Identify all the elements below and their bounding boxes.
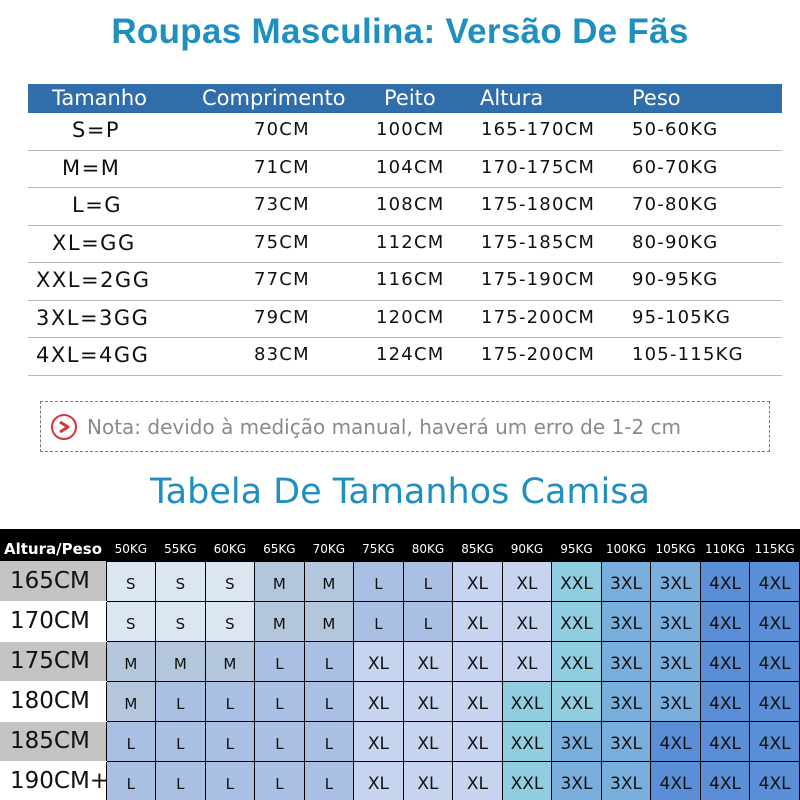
cell-weight: 70-80KG [632,194,719,215]
grid-size-cell: L [205,761,255,800]
grid-size-cell: L [205,721,255,761]
cell-height: 175-180CM [481,194,596,215]
grid-row [0,681,800,721]
cell-weight: 50-60KG [632,119,719,140]
grid-size-cell: M [156,641,206,681]
grid-size-cell: L [354,561,404,601]
grid-weight-header: 65KG [255,529,305,561]
grid-size-cell: 3XL [601,561,651,601]
note-text: Nota: devido à medição manual, haverá um erro de 1-2 cm [87,415,682,439]
grid-size-cell: 3XL [651,641,701,681]
grid-size-cell: 4XL [700,601,750,641]
cell-length: 73CM [254,194,310,215]
size-row [28,226,782,264]
grid-size-cell: L [255,681,305,721]
cell-size: M=M [62,155,121,180]
grid-size-cell: L [304,681,354,721]
grid-size-cell: XL [453,721,503,761]
size-row [28,301,782,339]
grid-size-cell: S [205,601,255,641]
grid-size-cell: 4XL [700,761,750,800]
cell-height: 175-200CM [481,344,596,365]
grid-size-cell: 3XL [651,561,701,601]
grid-size-cell: 4XL [750,721,800,761]
cell-height: 170-175CM [481,156,596,178]
grid-size-cell: XL [403,681,453,721]
grid-weight-header: 110KG [700,529,750,561]
grid-size-cell: 3XL [601,681,651,721]
grid-size-cell: 4XL [700,681,750,721]
grid-size-cell: L [403,601,453,641]
shirt-size-title: Tabela De Tamanhos Camisa [150,472,650,512]
cell-chest: 104CM [376,156,445,178]
grid-size-cell: XL [453,641,503,681]
grid-size-cell: L [354,601,404,641]
cell-length: 83CM [254,344,310,365]
grid-weight-header: 70KG [304,529,354,561]
grid-size-cell: L [205,681,255,721]
grid-size-cell: S [106,561,156,601]
cell-height: 175-190CM [481,269,596,290]
cell-chest: 100CM [376,119,445,140]
grid-size-cell: 4XL [750,641,800,681]
grid-weight-header: 100KG [601,529,651,561]
grid-height-label: 180CM [0,681,106,721]
grid-row [0,601,800,641]
cell-length: 70CM [254,119,310,140]
grid-size-cell: XL [354,641,404,681]
grid-size-cell: S [156,561,206,601]
grid-size-cell: 4XL [700,721,750,761]
size-row [28,113,782,151]
grid-body [0,561,800,800]
size-table [28,84,782,376]
grid-height-label: 170CM [0,601,106,641]
grid-weight-header: 95KG [552,529,602,561]
grid-size-cell: L [304,761,354,800]
page-title: Roupas Masculina: Versão De Fãs [111,12,689,51]
grid-size-cell: 3XL [552,761,602,800]
cell-weight: 95-105KG [632,306,732,328]
grid-height-label: 175CM [0,641,106,681]
cell-chest: 108CM [376,194,445,215]
grid-size-cell: XL [403,641,453,681]
grid-size-cell: XL [354,681,404,721]
grid-size-cell: XL [453,601,503,641]
grid-size-cell: XXL [502,681,552,721]
grid-size-cell: L [403,561,453,601]
grid-size-cell: XL [502,561,552,601]
grid-height-label: 190CM+ [0,761,106,800]
grid-size-cell: 4XL [700,641,750,681]
header-chest: Peito [384,86,436,110]
grid-size-cell: L [255,641,305,681]
grid-size-cell: XL [354,761,404,800]
cell-length: 79CM [254,306,310,328]
grid-weight-header: 85KG [453,529,503,561]
grid-size-cell: L [156,721,206,761]
grid-size-cell: M [106,681,156,721]
grid-size-cell: 3XL [651,601,701,641]
grid-size-cell: XXL [502,761,552,800]
size-table-body [28,113,782,376]
header-weight: Peso [632,86,681,110]
grid-size-cell: XXL [552,601,602,641]
grid-size-cell: M [304,601,354,641]
cell-length: 77CM [254,269,310,290]
grid-size-cell: XXL [552,561,602,601]
cell-height: 175-200CM [481,306,596,328]
cell-length: 71CM [254,156,310,178]
grid-row [0,641,800,681]
cell-size: L=G [72,193,123,217]
grid-weight-header: 105KG [651,529,701,561]
grid-size-cell: L [106,761,156,800]
grid-size-cell: L [304,641,354,681]
grid-size-cell: 4XL [651,761,701,800]
grid-size-cell: L [304,721,354,761]
arrow-right-icon [51,414,77,440]
grid-weight-header: 75KG [354,529,404,561]
grid-size-cell: M [304,561,354,601]
cell-length: 75CM [254,231,310,253]
grid-size-cell: L [156,761,206,800]
grid-size-cell: 4XL [700,561,750,601]
grid-size-cell: L [255,721,305,761]
grid-size-cell: XL [403,721,453,761]
grid-size-cell: XL [354,721,404,761]
cell-chest: 116CM [376,269,445,290]
grid-weight-header: 60KG [205,529,255,561]
grid-size-cell: S [156,601,206,641]
cell-size: S=P [72,118,121,142]
cell-size: 4XL=4GG [36,343,150,367]
grid-row [0,721,800,761]
grid-size-cell: XL [453,561,503,601]
size-row [28,151,782,189]
grid-size-cell: XL [502,641,552,681]
grid-height-label: 165CM [0,561,106,601]
cell-chest: 120CM [376,306,445,328]
cell-chest: 124CM [376,344,445,365]
grid-size-cell: L [156,681,206,721]
size-row [28,263,782,301]
cell-weight: 105-115KG [632,344,744,365]
grid-size-cell: 3XL [601,761,651,800]
measurement-note [40,401,770,452]
height-weight-grid [0,529,800,800]
grid-weight-header: 90KG [502,529,552,561]
header-height: Altura [480,86,544,110]
grid-size-cell: 4XL [750,761,800,800]
grid-size-cell: 3XL [552,721,602,761]
grid-size-cell: 4XL [651,721,701,761]
size-table-header [28,84,782,113]
grid-size-cell: M [205,641,255,681]
cell-weight: 80-90KG [632,231,719,253]
cell-chest: 112CM [376,231,445,253]
header-length: Comprimento [202,86,346,110]
header-size: Tamanho [52,86,148,110]
grid-size-cell: XL [453,761,503,800]
grid-size-cell: XL [453,681,503,721]
grid-weight-header: 115KG [750,529,800,561]
grid-size-cell: 3XL [601,601,651,641]
cell-size: 3XL=3GG [36,305,150,330]
size-row [28,338,782,376]
cell-height: 165-170CM [481,119,596,140]
grid-size-cell: M [255,601,305,641]
grid-row [0,761,800,800]
grid-size-cell: 4XL [750,561,800,601]
grid-size-cell: 4XL [750,681,800,721]
grid-size-cell: 3XL [651,681,701,721]
cell-height: 175-185CM [481,231,596,253]
grid-row [0,561,800,601]
grid-size-cell: XXL [552,641,602,681]
grid-size-cell: S [205,561,255,601]
cell-size: XXL=2GG [36,268,151,292]
grid-weight-header: 55KG [156,529,206,561]
grid-size-cell: XXL [552,681,602,721]
grid-size-cell: M [255,561,305,601]
grid-size-cell: 3XL [601,641,651,681]
grid-weight-header: 80KG [403,529,453,561]
grid-size-cell: XL [403,761,453,800]
grid-size-cell: XXL [502,721,552,761]
grid-size-cell: 3XL [601,721,651,761]
grid-header-row [0,529,800,561]
grid-size-cell: 4XL [750,601,800,641]
grid-size-cell: M [106,641,156,681]
cell-weight: 90-95KG [632,269,719,290]
grid-weight-header: 50KG [106,529,156,561]
cell-size: XL=GG [52,230,136,255]
grid-size-cell: L [106,721,156,761]
grid-size-cell: L [255,761,305,800]
size-row [28,188,782,226]
cell-weight: 60-70KG [632,156,719,178]
grid-size-cell: S [106,601,156,641]
grid-size-cell: XL [502,601,552,641]
grid-corner-label: Altura/Peso [0,529,106,561]
grid-height-label: 185CM [0,721,106,761]
